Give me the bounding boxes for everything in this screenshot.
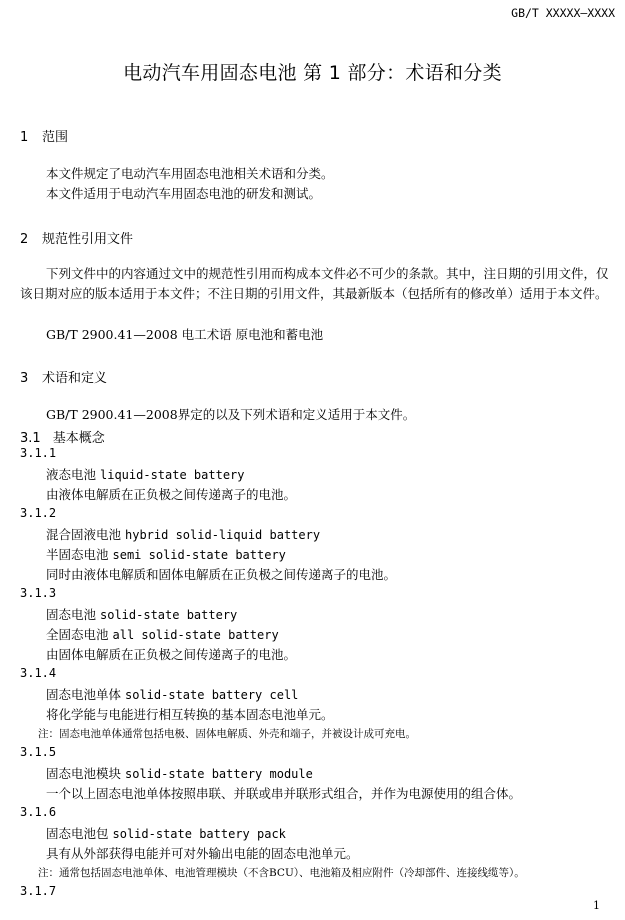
subsection-title: 基本概念 (52, 431, 105, 446)
term-definition: 一个以上固态电池单体按照串联、并联或串并联形式组合，并作为电源使用的组合体。 (46, 786, 522, 801)
term-zh: 固态电池 (46, 607, 97, 622)
term-zh: 固态电池包 (46, 826, 109, 841)
normative-reference: GB/T 2900.41—2008 电工术语 原电池和蓄电池 (46, 327, 324, 342)
term-en: solid-state battery module (125, 767, 313, 781)
term-zh: 混合固液电池 (46, 527, 122, 542)
term-zh: 半固态电池 (46, 547, 109, 562)
term-entry (46, 525, 320, 543)
term-number: 3.1.4 (20, 666, 57, 680)
term-zh: 固态电池模块 (46, 766, 122, 781)
term-note: 注：通常包括固态电池单体、电池管理模块（不含BCU）、电池箱及相应附件（冷却部件、连接线缆等）。 (38, 867, 525, 879)
term-definition: 将化学能与电能进行相互转换的基本固态电池单元。 (46, 707, 334, 722)
normative-paragraph: 下列文件中的内容通过文中的规范性引用而构成本文件必不可少的条款。其中，注日期的引用文件，仅该日期对应的版本适用于本文件；不注日期的引用文件，其最新版本（包括所有的修改单）适用于本文件。 (20, 266, 609, 301)
term-entry (46, 465, 245, 483)
term-definition: 同时由液体电解质和固体电解质在正负极之间传递离子的电池。 (46, 567, 397, 582)
standard-code: GB/T XXXXX—XXXX (511, 6, 615, 20)
term-en: hybrid solid-liquid battery (125, 528, 321, 542)
term-definition: 由固体电解质在正负极之间传递离子的电池。 (46, 647, 297, 662)
term-zh: 全固态电池 (46, 627, 109, 642)
term-en: liquid-state battery (100, 468, 245, 482)
term-entry (46, 605, 237, 623)
term-number: 3.1.6 (20, 805, 57, 819)
scope-paragraph: 本文件适用于电动汽车用固态电池的研发和测试。 (46, 186, 322, 201)
section-number: 2 (20, 232, 29, 247)
term-number: 3.1.5 (20, 745, 57, 759)
section-number: 3 (20, 371, 29, 386)
document-title: 电动汽车用固态电池 第 1 部分：术语和分类 (123, 62, 502, 84)
term-number: 3.1.1 (20, 446, 57, 460)
term-en: solid-state battery cell (125, 688, 299, 702)
term-number: 3.1.2 (20, 506, 57, 520)
term-zh: 液态电池 (46, 467, 97, 482)
page-number: 1 (593, 899, 600, 912)
section-normative-heading (20, 228, 133, 247)
section-number: 1 (20, 130, 29, 145)
scope-paragraph: 本文件规定了电动汽车用固态电池相关术语和分类。 (46, 166, 334, 181)
section-terms-heading (20, 367, 107, 386)
term-en: solid-state battery (100, 608, 238, 622)
term-number: 3.1.3 (20, 586, 57, 600)
term-definition: 由液体电解质在正负极之间传递离子的电池。 (46, 487, 297, 502)
term-note: 注：固态电池单体通常包括电极、固体电解质、外壳和端子，并被设计成可充电。 (38, 728, 416, 740)
term-en: all solid-state battery (112, 628, 279, 642)
term-number: 3.1.7 (20, 884, 57, 898)
terms-intro: GB/T 2900.41—2008界定的以及下列术语和定义适用于本文件。 (46, 407, 416, 422)
term-entry (46, 824, 286, 842)
section-title: 范围 (42, 130, 69, 145)
section-title: 术语和定义 (42, 371, 108, 386)
section-title: 规范性引用文件 (42, 232, 134, 247)
term-entry (46, 545, 286, 563)
term-entry (46, 685, 298, 703)
subsection-heading (20, 427, 105, 446)
term-en: solid-state battery pack (112, 827, 286, 841)
subsection-number: 3.1 (20, 431, 41, 446)
term-zh: 固态电池单体 (46, 687, 122, 702)
term-entry (46, 625, 279, 643)
term-entry (46, 764, 313, 782)
term-definition: 具有从外部获得电能并可对外输出电能的固态电池单元。 (46, 846, 359, 861)
section-scope-heading (20, 126, 68, 145)
term-en: semi solid-state battery (112, 548, 286, 562)
